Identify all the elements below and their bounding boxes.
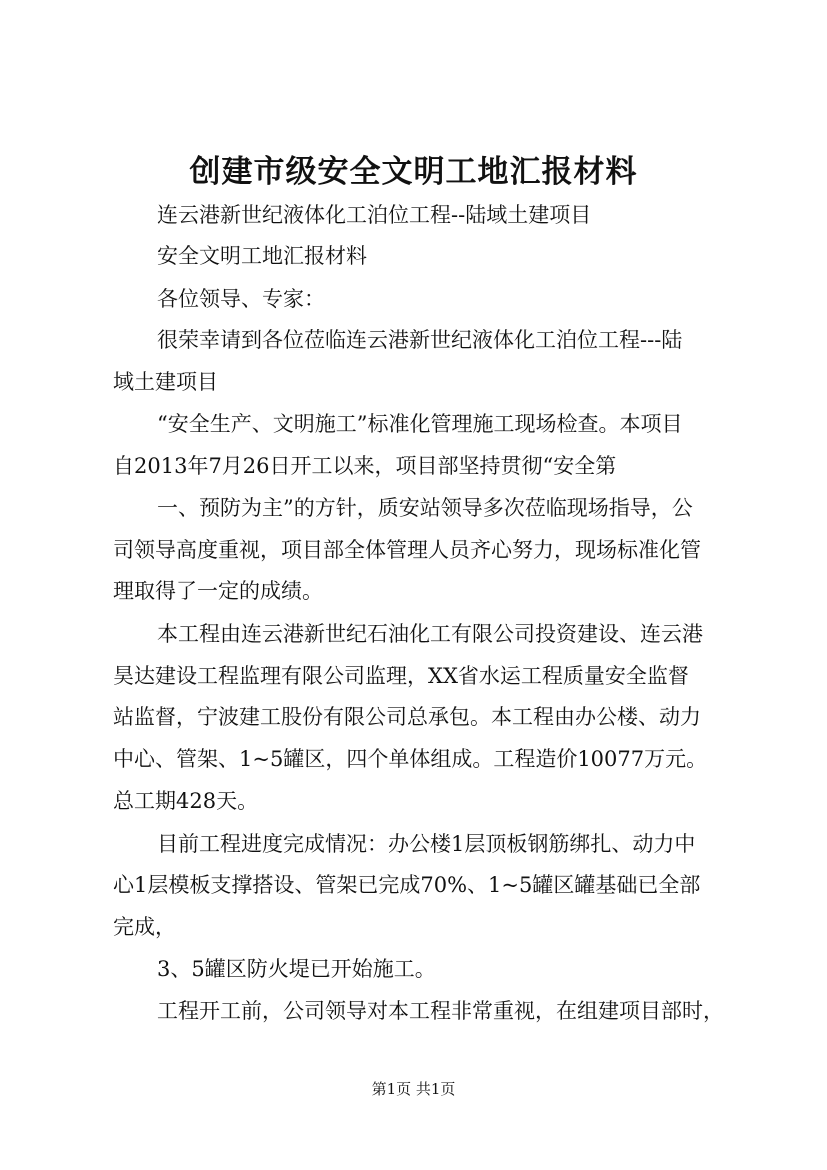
page-footer: 第1页 共1页: [371, 1080, 456, 1098]
text-line: 心1层模板支撑搭设、管架已完成70%、1~5罐区罐基础已全部: [113, 873, 701, 897]
text-line: 连云港新世纪液体化工泊位工程--陆域土建项目: [157, 203, 592, 227]
text-line: 总工期428天。: [113, 789, 259, 813]
text-line: “安全生产、文明施工”标准化管理施工现场检查。本项目: [157, 412, 683, 436]
text-line: 工程开工前，公司领导对本工程非常重视，在组建项目部时，: [157, 999, 724, 1023]
text-line: 司领导高度重视，项目部全体管理人员齐心努力，现场标准化管: [113, 538, 701, 562]
text-line: 3、5罐区防火堤已开始施工。: [157, 957, 436, 981]
text-line: 各位领导、专家：: [157, 287, 325, 311]
text-line: 站监督，宁波建工股份有限公司总承包。本工程由办公楼、动力: [113, 705, 701, 729]
text-line: 本工程由连云港新世纪石油化工有限公司投资建设、连云港: [157, 622, 703, 646]
text-line: 自2013年7月26日开工以来，项目部坚持贯彻“安全第: [113, 454, 617, 478]
text-line: 目前工程进度完成情况：办公楼1层顶板钢筋绑扎、动力中: [157, 832, 696, 856]
text-line: 安全文明工地汇报材料: [157, 244, 367, 268]
text-line: 一、预防为主”的方针，质安站领导多次莅临现场指导，公: [157, 496, 693, 520]
text-line: 很荣幸请到各位莅临连云港新世纪液体化工泊位工程---陆: [157, 328, 683, 352]
text-line: 域土建项目: [113, 370, 218, 394]
text-line: 理取得了一定的成绩。: [113, 579, 323, 603]
text-line: 中心、管架、1~5罐区，四个单体组成。工程造价10077万元。: [113, 747, 708, 771]
text-line: 完成，: [113, 915, 176, 939]
document-title: 创建市级安全文明工地汇报材料: [189, 154, 638, 190]
text-line: 昊达建设工程监理有限公司监理，XX省水运工程质量安全监督: [113, 664, 689, 688]
